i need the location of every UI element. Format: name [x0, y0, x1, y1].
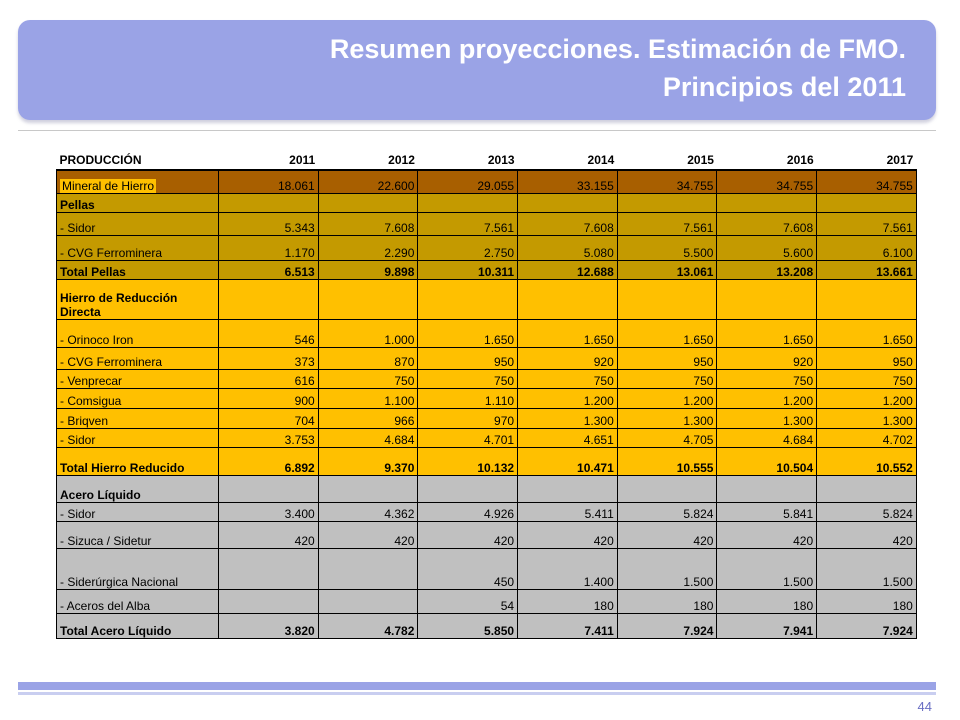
- table-row: [57, 193, 917, 212]
- value-cell: 750: [717, 369, 817, 388]
- value-cell: 1.400: [518, 548, 618, 589]
- value-cell: 4.362: [318, 502, 418, 521]
- value-cell: 970: [418, 408, 518, 428]
- row-label: Total Acero Líquido: [57, 613, 219, 638]
- production-table: [56, 150, 917, 639]
- table-row: [57, 589, 917, 613]
- slide-title: [330, 30, 906, 106]
- value-cell: [717, 279, 817, 319]
- row-label: - Sizuca / Sidetur: [57, 521, 219, 548]
- value-cell: 12.688: [518, 260, 618, 279]
- value-cell: 7.608: [318, 212, 418, 235]
- row-label: - Comsigua: [57, 388, 219, 408]
- value-cell: 1.300: [817, 408, 917, 428]
- value-cell: [617, 279, 717, 319]
- value-cell: 420: [318, 521, 418, 548]
- value-cell: 1.170: [219, 235, 319, 260]
- header-cell: 2013: [487, 153, 515, 167]
- table-header-row: [57, 150, 917, 170]
- value-cell: [219, 589, 319, 613]
- value-cell: [219, 193, 319, 212]
- value-cell: 5.411: [518, 502, 618, 521]
- row-label: - Briqven: [57, 408, 219, 428]
- table-row: [57, 388, 917, 408]
- title-line-2: Principios del 2011: [662, 72, 906, 102]
- value-cell: 420: [219, 521, 319, 548]
- value-cell: [219, 475, 319, 502]
- table-row: [57, 447, 917, 475]
- value-cell: [318, 279, 418, 319]
- value-cell: [318, 475, 418, 502]
- value-cell: 420: [518, 521, 618, 548]
- value-cell: 1.650: [518, 319, 618, 347]
- value-cell: 2.290: [318, 235, 418, 260]
- value-cell: 7.561: [617, 212, 717, 235]
- value-cell: 1.200: [817, 388, 917, 408]
- header-cell: PRODUCCIÓN: [59, 153, 142, 167]
- value-cell: 29.055: [418, 170, 518, 193]
- value-cell: 54: [418, 589, 518, 613]
- row-label: - Sidor: [57, 502, 219, 521]
- row-label: Pellas: [57, 193, 219, 212]
- value-cell: 870: [318, 347, 418, 369]
- value-cell: 4.651: [518, 428, 618, 447]
- value-cell: [418, 279, 518, 319]
- value-cell: [817, 193, 917, 212]
- value-cell: 4.701: [418, 428, 518, 447]
- value-cell: 1.200: [617, 388, 717, 408]
- table-row: [57, 408, 917, 428]
- value-cell: [717, 193, 817, 212]
- table-row: [57, 613, 917, 638]
- value-cell: 920: [518, 347, 618, 369]
- value-cell: 5.841: [717, 502, 817, 521]
- table-row: [57, 428, 917, 447]
- value-cell: 1.300: [518, 408, 618, 428]
- value-cell: 34.755: [817, 170, 917, 193]
- title-line-1: Resumen proyecciones. Estimación de FMO.: [329, 34, 906, 64]
- value-cell: 750: [617, 369, 717, 388]
- value-cell: [617, 475, 717, 502]
- value-cell: 18.061: [219, 170, 319, 193]
- header-cell: 2011: [289, 153, 316, 167]
- value-cell: 1.100: [318, 388, 418, 408]
- row-label: - CVG Ferrominera: [57, 235, 219, 260]
- row-label: - Aceros del Alba: [57, 589, 219, 613]
- header-cell: 2012: [388, 153, 415, 167]
- table-row: [57, 235, 917, 260]
- value-cell: 616: [219, 369, 319, 388]
- value-cell: 7.608: [717, 212, 817, 235]
- value-cell: 10.132: [418, 447, 518, 475]
- value-cell: 420: [418, 521, 518, 548]
- value-cell: 5.824: [817, 502, 917, 521]
- value-cell: 750: [418, 369, 518, 388]
- value-cell: 1.650: [418, 319, 518, 347]
- value-cell: 6.100: [817, 235, 917, 260]
- footer-rule: [18, 692, 936, 695]
- value-cell: [418, 193, 518, 212]
- value-cell: 10.311: [418, 260, 518, 279]
- value-cell: 7.941: [717, 613, 817, 638]
- value-cell: 5.824: [617, 502, 717, 521]
- title-band: [18, 20, 936, 120]
- value-cell: 966: [318, 408, 418, 428]
- value-cell: 5.850: [418, 613, 518, 638]
- value-cell: 920: [717, 347, 817, 369]
- row-label: Hierro de Reducción Directa: [57, 279, 219, 319]
- value-cell: [817, 475, 917, 502]
- table-row: [57, 548, 917, 589]
- header-cell: 2017: [886, 153, 914, 167]
- value-cell: [418, 475, 518, 502]
- value-cell: 33.155: [518, 170, 618, 193]
- value-cell: [318, 548, 418, 589]
- value-cell: [219, 279, 319, 319]
- table-row: [57, 502, 917, 521]
- page-number: 44: [917, 699, 932, 714]
- value-cell: 34.755: [617, 170, 717, 193]
- value-cell: 704: [219, 408, 319, 428]
- value-cell: [617, 193, 717, 212]
- value-cell: 900: [219, 388, 319, 408]
- value-cell: 1.200: [717, 388, 817, 408]
- row-label: - Sidor: [57, 428, 219, 447]
- table-row: [57, 369, 917, 388]
- table-row: [57, 260, 917, 279]
- value-cell: 2.750: [418, 235, 518, 260]
- value-cell: 3.400: [219, 502, 319, 521]
- table-row: [57, 347, 917, 369]
- row-label: Acero Líquido: [57, 475, 219, 502]
- value-cell: 950: [817, 347, 917, 369]
- table-row: [57, 170, 917, 193]
- value-cell: 1.200: [518, 388, 618, 408]
- value-cell: 450: [418, 548, 518, 589]
- value-cell: 10.471: [518, 447, 618, 475]
- value-cell: 180: [817, 589, 917, 613]
- value-cell: 750: [318, 369, 418, 388]
- value-cell: 420: [617, 521, 717, 548]
- value-cell: 5.343: [219, 212, 319, 235]
- table-row: [57, 212, 917, 235]
- value-cell: 5.080: [518, 235, 618, 260]
- value-cell: 180: [717, 589, 817, 613]
- value-cell: 1.500: [717, 548, 817, 589]
- value-cell: 10.552: [817, 447, 917, 475]
- value-cell: 10.555: [617, 447, 717, 475]
- table-row: [57, 279, 917, 319]
- value-cell: 420: [717, 521, 817, 548]
- value-cell: 373: [219, 347, 319, 369]
- value-cell: 5.600: [717, 235, 817, 260]
- value-cell: 7.608: [518, 212, 618, 235]
- header-cell: 2015: [687, 153, 714, 167]
- value-cell: 4.782: [318, 613, 418, 638]
- value-cell: 750: [518, 369, 618, 388]
- value-cell: 3.820: [219, 613, 319, 638]
- header-cell: 2016: [786, 153, 814, 167]
- value-cell: 9.898: [318, 260, 418, 279]
- value-cell: [318, 589, 418, 613]
- value-cell: 9.370: [318, 447, 418, 475]
- value-cell: [518, 193, 618, 212]
- value-cell: 13.208: [717, 260, 817, 279]
- row-label: [57, 170, 219, 193]
- value-cell: 1.650: [717, 319, 817, 347]
- value-cell: 10.504: [717, 447, 817, 475]
- value-cell: 180: [518, 589, 618, 613]
- value-cell: 6.513: [219, 260, 319, 279]
- row-label: - Siderúrgica Nacional: [57, 548, 219, 589]
- table-row: [57, 319, 917, 347]
- value-cell: 1.500: [817, 548, 917, 589]
- value-cell: 7.561: [418, 212, 518, 235]
- value-cell: 1.650: [617, 319, 717, 347]
- value-cell: 950: [617, 347, 717, 369]
- value-cell: [219, 548, 319, 589]
- value-cell: 13.061: [617, 260, 717, 279]
- value-cell: 1.500: [617, 548, 717, 589]
- row-label: - Venprecar: [57, 369, 219, 388]
- value-cell: 180: [617, 589, 717, 613]
- value-cell: 750: [817, 369, 917, 388]
- value-cell: 1.000: [318, 319, 418, 347]
- value-cell: 4.705: [617, 428, 717, 447]
- value-cell: 4.926: [418, 502, 518, 521]
- value-cell: 7.561: [817, 212, 917, 235]
- value-cell: [817, 279, 917, 319]
- row-label: - Orinoco Iron: [57, 319, 219, 347]
- title-divider: [18, 130, 936, 131]
- value-cell: 4.702: [817, 428, 917, 447]
- value-cell: [518, 475, 618, 502]
- value-cell: 1.650: [817, 319, 917, 347]
- value-cell: 5.500: [617, 235, 717, 260]
- table-row: [57, 521, 917, 548]
- value-cell: [717, 475, 817, 502]
- row-label: - CVG Ferrominera: [57, 347, 219, 369]
- value-cell: 1.300: [617, 408, 717, 428]
- header-cell: 2014: [587, 153, 615, 167]
- value-cell: [318, 193, 418, 212]
- value-cell: 950: [418, 347, 518, 369]
- row-label: Total Hierro Reducido: [57, 447, 219, 475]
- value-cell: 1.300: [717, 408, 817, 428]
- value-cell: 7.924: [617, 613, 717, 638]
- value-cell: 6.892: [219, 447, 319, 475]
- footer-band: [18, 682, 936, 690]
- value-cell: 546: [219, 319, 319, 347]
- value-cell: 7.924: [817, 613, 917, 638]
- row-label: - Sidor: [57, 212, 219, 235]
- table-row: [57, 475, 917, 502]
- value-cell: 34.755: [717, 170, 817, 193]
- value-cell: 7.411: [518, 613, 618, 638]
- value-cell: [518, 279, 618, 319]
- value-cell: 420: [817, 521, 917, 548]
- row-label: Total Pellas: [57, 260, 219, 279]
- value-cell: 13.661: [817, 260, 917, 279]
- value-cell: 4.684: [318, 428, 418, 447]
- value-cell: 3.753: [219, 428, 319, 447]
- row-label-text: Mineral de Hierro: [62, 178, 155, 193]
- value-cell: 1.110: [418, 388, 518, 408]
- value-cell: 4.684: [717, 428, 817, 447]
- value-cell: 22.600: [318, 170, 418, 193]
